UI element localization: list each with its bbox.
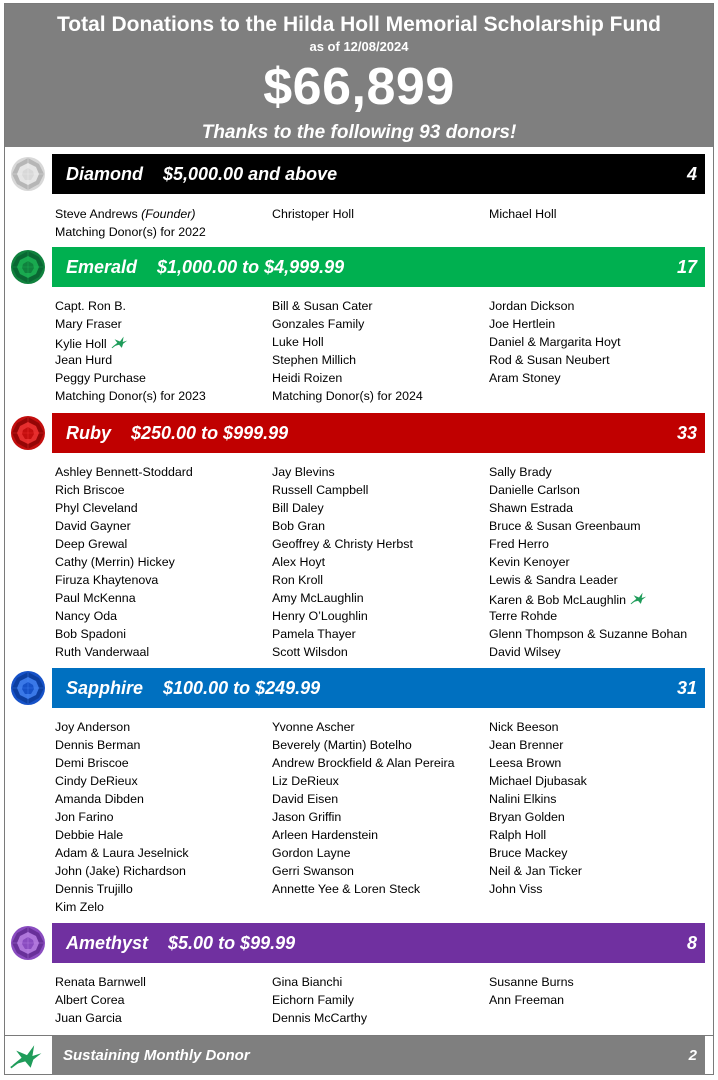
donor-name: Dennis McCarthy — [272, 1011, 368, 1025]
donor-name: Nick Beeson — [489, 720, 559, 734]
donor-name: Leesa Brown — [489, 756, 562, 770]
donor-name: Amy McLaughlin — [272, 591, 364, 605]
emerald-gem-icon — [9, 248, 47, 286]
donor-name: Michael Holl — [489, 207, 557, 221]
donor-name: Bill & Susan Cater — [272, 299, 373, 313]
donor-name: Jay Blevins — [272, 465, 335, 479]
donor-name: Arleen Hardenstein — [272, 828, 379, 842]
donor-name: Ralph Holl — [489, 828, 547, 842]
tier-bar-diamond — [52, 154, 705, 194]
donor-name: Stephen Millich — [272, 353, 357, 367]
donor-name: Eichorn Family — [272, 993, 354, 1007]
donor-board — [4, 3, 714, 1075]
total-amount: $66,899 — [263, 58, 455, 116]
donor-name: Firuza Khaytenova — [55, 573, 159, 587]
donor-name: Joe Hertlein — [489, 317, 556, 331]
header — [5, 4, 713, 147]
tier-count: 31 — [676, 678, 697, 698]
donor-name: Gerri Swanson — [272, 864, 354, 878]
donor-name: Geoffrey & Christy Herbst — [272, 537, 413, 551]
donor-name: Yvonne Ascher — [272, 720, 355, 734]
donor-name: Phyl Cleveland — [55, 501, 138, 515]
donor-name: Terre Rohde — [489, 609, 558, 623]
donor-name: Henry O’Loughlin — [272, 609, 368, 623]
donor-name: Beverely (Martin) Botelho — [272, 738, 412, 752]
donor-name: Rich Briscoe — [55, 483, 125, 497]
donor-name: Shawn Estrada — [489, 501, 574, 515]
donor-name: Dennis Berman — [55, 738, 141, 752]
donor-name: Liz DeRieux — [272, 774, 339, 788]
donor-name: Albert Corea — [55, 993, 125, 1007]
donor-name: Luke Holl — [272, 335, 324, 349]
sustaining-label: Sustaining Monthly Donor — [63, 1047, 250, 1064]
donor-name: Michael Djubasak — [489, 774, 587, 788]
donor-name: Sally Brady — [489, 465, 552, 479]
donor-name: Gonzales Family — [272, 317, 365, 331]
donor-name: Joy Anderson — [55, 720, 131, 734]
donor-name: Glenn Thompson & Suzanne Bohan — [489, 627, 688, 641]
donor-name: Daniel & Margarita Hoyt — [489, 335, 621, 349]
donor-name: Paul McKenna — [55, 591, 136, 605]
donor-name: Ashley Bennett-Stoddard — [55, 465, 193, 479]
donor-name: Christoper Holl — [272, 207, 354, 221]
donor-name: David Eisen — [272, 792, 339, 806]
tier-bar-emerald — [52, 247, 705, 287]
donor-name: John Viss — [489, 882, 543, 896]
donor-name: Fred Herro — [489, 537, 549, 551]
sustaining-count: 2 — [688, 1047, 697, 1064]
donor-name: Andrew Brockfield & Alan Pereira — [272, 756, 455, 770]
donor-name: Ron Kroll — [272, 573, 323, 587]
donor-name: Susanne Burns — [489, 975, 574, 989]
donor-name: Matching Donor(s) for 2024 — [272, 389, 423, 403]
donor-name: Renata Barnwell — [55, 975, 146, 989]
tier-count: 4 — [686, 164, 697, 184]
donor-name: Steve Andrews (Founder) — [55, 207, 196, 221]
sustaining-bar — [52, 1036, 705, 1075]
tier-count: 17 — [676, 257, 697, 277]
donor-name: Capt. Ron B. — [55, 299, 126, 313]
tier-label: Emerald $1,000.00 to $4,999.99 — [66, 257, 345, 277]
hummingbird-icon — [9, 1038, 45, 1079]
tier-count: 33 — [676, 423, 697, 443]
donor-name: Annette Yee & Loren Steck — [272, 882, 421, 896]
donor-name: Kylie Holl — [55, 333, 129, 356]
donor-name: Aram Stoney — [489, 371, 561, 385]
donor-name: Alex Hoyt — [272, 555, 326, 569]
donor-name: Bruce Mackey — [489, 846, 568, 860]
diamond-gem-icon — [9, 155, 47, 193]
amethyst-gem-icon — [9, 924, 47, 962]
donor-name: Jordan Dickson — [489, 299, 575, 313]
tier-label: Sapphire $100.00 to $249.99 — [66, 678, 321, 698]
donor-name: Kevin Kenoyer — [489, 555, 570, 569]
donor-name: Jean Brenner — [489, 738, 564, 752]
donor-name: Jon Farino — [55, 810, 114, 824]
donor-name: Bob Spadoni — [55, 627, 126, 641]
tier-bar-amethyst — [52, 923, 705, 963]
donor-name: Scott Wilsdon — [272, 645, 348, 659]
donor-name: Matching Donor(s) for 2023 — [55, 389, 206, 403]
donor-name: Lewis & Sandra Leader — [489, 573, 618, 587]
donor-name: Matching Donor(s) for 2022 — [55, 225, 206, 239]
page-title: Total Donations to the Hilda Holl Memorial Scholarship Fund — [57, 13, 661, 36]
donor-name: Neil & Jan Ticker — [489, 864, 582, 878]
donor-name: Bruce & Susan Greenbaum — [489, 519, 641, 533]
donor-name: Cindy DeRieux — [55, 774, 138, 788]
donor-name: Nalini Elkins — [489, 792, 557, 806]
donor-name: Bill Daley — [272, 501, 324, 515]
donor-name: Amanda Dibden — [55, 792, 144, 806]
donor-name: Karen & Bob McLaughlin — [489, 589, 648, 612]
donor-name: Demi Briscoe — [55, 756, 129, 770]
donor-name: Ann Freeman — [489, 993, 565, 1007]
donor-name: Dennis Trujillo — [55, 882, 133, 896]
tier-bar-sapphire — [52, 668, 705, 708]
donor-name: Gordon Layne — [272, 846, 351, 860]
ruby-gem-icon — [9, 414, 47, 452]
donor-name: Bob Gran — [272, 519, 326, 533]
tier-count: 8 — [686, 933, 697, 953]
tier-bar-ruby — [52, 413, 705, 453]
donor-name: Nancy Oda — [55, 609, 117, 623]
hummingbird-icon — [111, 333, 129, 356]
donor-name: Debbie Hale — [55, 828, 124, 842]
donor-name: Pamela Thayer — [272, 627, 356, 641]
donor-name: David Wilsey — [489, 645, 561, 659]
donor-name: John (Jake) Richardson — [55, 864, 186, 878]
donor-name: Russell Campbell — [272, 483, 369, 497]
donor-name: Mary Fraser — [55, 317, 122, 331]
sapphire-gem-icon — [9, 669, 47, 707]
donor-name: Jason Griffin — [272, 810, 342, 824]
tier-label: Diamond $5,000.00 and above — [66, 164, 338, 184]
tier-label: Amethyst $5.00 to $99.99 — [66, 933, 296, 953]
donor-name: Deep Grewal — [55, 537, 128, 551]
footer — [5, 1035, 713, 1074]
donor-name: Peggy Purchase — [55, 371, 146, 385]
donor-name: Danielle Carlson — [489, 483, 580, 497]
donor-name: David Gayner — [55, 519, 131, 533]
donor-name: Bryan Golden — [489, 810, 565, 824]
donor-name: Gina Bianchi — [272, 975, 343, 989]
donor-name: Heidi Roizen — [272, 371, 343, 385]
hummingbird-icon — [630, 589, 648, 612]
donor-name: Jean Hurd — [55, 353, 113, 367]
tier-label: Ruby $250.00 to $999.99 — [66, 423, 289, 443]
thanks-line: Thanks to the following 93 donors! — [201, 122, 517, 143]
donor-name: Adam & Laura Jeselnick — [55, 846, 189, 860]
donor-name: Rod & Susan Neubert — [489, 353, 610, 367]
donor-name: Kim Zelo — [55, 900, 104, 914]
donor-name: Ruth Vanderwaal — [55, 645, 150, 659]
as-of-date: as of 12/08/2024 — [309, 39, 409, 54]
donor-name: Juan Garcia — [55, 1011, 122, 1025]
donor-name: Cathy (Merrin) Hickey — [55, 555, 175, 569]
